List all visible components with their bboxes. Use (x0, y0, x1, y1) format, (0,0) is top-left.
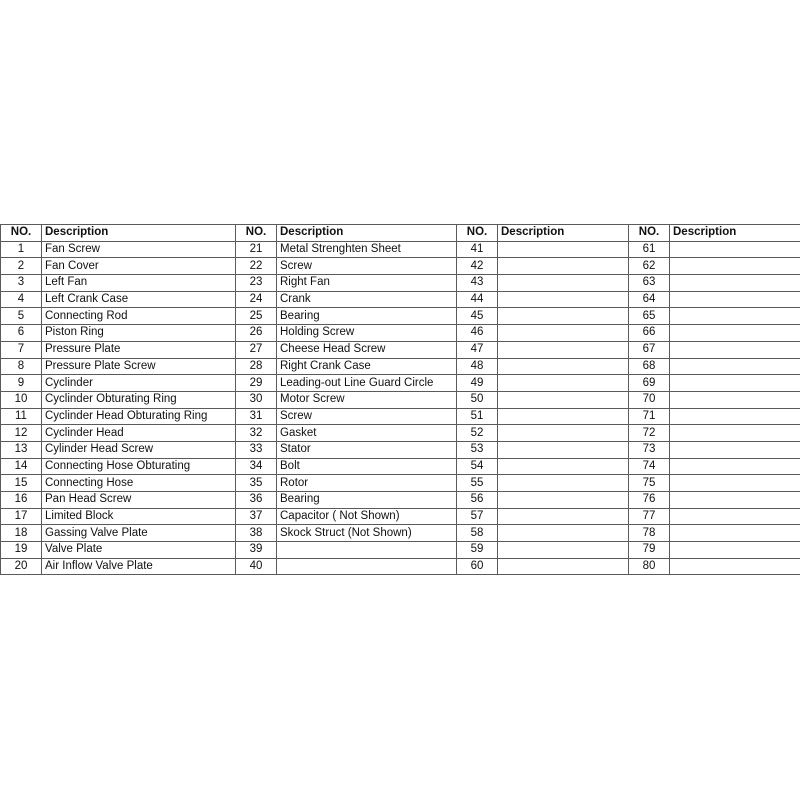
part-number-cell: 32 (236, 425, 277, 442)
part-description-cell (498, 441, 629, 458)
part-number-cell: 4 (1, 291, 42, 308)
part-description-cell (670, 475, 800, 492)
header-description: Description (277, 225, 457, 242)
part-number-cell: 70 (629, 391, 670, 408)
part-description-cell (670, 408, 800, 425)
part-number-cell: 38 (236, 525, 277, 542)
table-header (1, 225, 800, 242)
part-number-cell: 47 (457, 341, 498, 358)
part-description-cell (670, 525, 800, 542)
part-description-cell (498, 258, 629, 275)
part-number-cell: 73 (629, 441, 670, 458)
part-description-cell (498, 358, 629, 375)
part-description-cell (498, 425, 629, 442)
part-description-cell (670, 425, 800, 442)
part-number-cell: 11 (1, 408, 42, 425)
part-number-cell: 13 (1, 441, 42, 458)
part-description-cell: Connecting Hose (42, 475, 236, 492)
part-number-cell: 52 (457, 425, 498, 442)
part-description-cell: Limited Block (42, 508, 236, 525)
part-number-cell: 1 (1, 241, 42, 258)
part-number-cell: 23 (236, 275, 277, 292)
part-description-cell (670, 341, 800, 358)
table-row (1, 308, 800, 325)
table-row (1, 508, 800, 525)
part-description-cell (670, 358, 800, 375)
table-row (1, 341, 800, 358)
part-number-cell: 33 (236, 441, 277, 458)
part-number-cell: 21 (236, 241, 277, 258)
part-number-cell: 66 (629, 325, 670, 342)
part-number-cell: 43 (457, 275, 498, 292)
header-no: NO. (629, 225, 670, 242)
part-description-cell (670, 458, 800, 475)
table-row (1, 525, 800, 542)
part-description-cell: Crank (277, 291, 457, 308)
part-number-cell: 5 (1, 308, 42, 325)
part-description-cell: Capacitor ( Not Shown) (277, 508, 457, 525)
part-number-cell: 34 (236, 458, 277, 475)
part-number-cell: 58 (457, 525, 498, 542)
part-description-cell: Leading-out Line Guard Circle (277, 375, 457, 392)
part-number-cell: 44 (457, 291, 498, 308)
part-number-cell: 36 (236, 492, 277, 509)
part-description-cell: Stator (277, 441, 457, 458)
table-row (1, 358, 800, 375)
part-number-cell: 12 (1, 425, 42, 442)
table-row (1, 241, 800, 258)
part-number-cell: 60 (457, 558, 498, 575)
part-description-cell (498, 341, 629, 358)
part-description-cell: Pressure Plate Screw (42, 358, 236, 375)
part-number-cell: 48 (457, 358, 498, 375)
part-description-cell: Air Inflow Valve Plate (42, 558, 236, 575)
part-description-cell (498, 458, 629, 475)
part-number-cell: 42 (457, 258, 498, 275)
part-number-cell: 26 (236, 325, 277, 342)
part-number-cell: 30 (236, 391, 277, 408)
part-description-cell (670, 291, 800, 308)
part-description-cell: Cyclinder Obturating Ring (42, 391, 236, 408)
part-number-cell: 54 (457, 458, 498, 475)
part-description-cell (277, 558, 457, 575)
header-description: Description (498, 225, 629, 242)
part-number-cell: 27 (236, 341, 277, 358)
part-number-cell: 65 (629, 308, 670, 325)
part-description-cell: Connecting Hose Obturating (42, 458, 236, 475)
part-number-cell: 15 (1, 475, 42, 492)
part-description-cell (670, 492, 800, 509)
part-description-cell (498, 525, 629, 542)
part-description-cell (498, 558, 629, 575)
part-description-cell: Bolt (277, 458, 457, 475)
part-number-cell: 29 (236, 375, 277, 392)
part-description-cell: Bearing (277, 492, 457, 509)
part-description-cell (498, 475, 629, 492)
part-description-cell: Left Fan (42, 275, 236, 292)
part-number-cell: 39 (236, 542, 277, 559)
part-number-cell: 56 (457, 492, 498, 509)
part-number-cell: 75 (629, 475, 670, 492)
part-description-cell (277, 542, 457, 559)
part-description-cell (670, 558, 800, 575)
part-description-cell (670, 325, 800, 342)
part-number-cell: 31 (236, 408, 277, 425)
part-description-cell (670, 441, 800, 458)
part-number-cell: 63 (629, 275, 670, 292)
part-number-cell: 51 (457, 408, 498, 425)
header-description: Description (670, 225, 800, 242)
part-number-cell: 3 (1, 275, 42, 292)
table-row (1, 275, 800, 292)
part-number-cell: 24 (236, 291, 277, 308)
part-description-cell: Metal Strenghten Sheet (277, 241, 457, 258)
part-number-cell: 59 (457, 542, 498, 559)
parts-table (0, 224, 800, 575)
part-description-cell (498, 291, 629, 308)
part-description-cell (670, 275, 800, 292)
header-description: Description (42, 225, 236, 242)
part-description-cell (498, 508, 629, 525)
part-number-cell: 62 (629, 258, 670, 275)
part-number-cell: 14 (1, 458, 42, 475)
part-description-cell (670, 391, 800, 408)
table-row (1, 542, 800, 559)
table-row (1, 458, 800, 475)
part-description-cell: Gasket (277, 425, 457, 442)
part-number-cell: 22 (236, 258, 277, 275)
part-description-cell: Piston Ring (42, 325, 236, 342)
part-description-cell: Bearing (277, 308, 457, 325)
part-number-cell: 2 (1, 258, 42, 275)
part-number-cell: 50 (457, 391, 498, 408)
part-number-cell: 57 (457, 508, 498, 525)
part-number-cell: 20 (1, 558, 42, 575)
part-number-cell: 77 (629, 508, 670, 525)
part-description-cell: Pan Head Screw (42, 492, 236, 509)
part-number-cell: 74 (629, 458, 670, 475)
part-number-cell: 72 (629, 425, 670, 442)
header-no: NO. (457, 225, 498, 242)
part-number-cell: 6 (1, 325, 42, 342)
part-description-cell (498, 325, 629, 342)
table-row (1, 391, 800, 408)
part-description-cell (670, 241, 800, 258)
part-number-cell: 53 (457, 441, 498, 458)
part-number-cell: 19 (1, 542, 42, 559)
part-description-cell: Cyclinder Head (42, 425, 236, 442)
part-description-cell (498, 275, 629, 292)
part-description-cell: Right Crank Case (277, 358, 457, 375)
table-row (1, 258, 800, 275)
part-number-cell: 28 (236, 358, 277, 375)
part-number-cell: 40 (236, 558, 277, 575)
part-description-cell (498, 492, 629, 509)
part-description-cell: Screw (277, 408, 457, 425)
table-row (1, 492, 800, 509)
part-number-cell: 8 (1, 358, 42, 375)
part-number-cell: 78 (629, 525, 670, 542)
part-number-cell: 79 (629, 542, 670, 559)
part-number-cell: 41 (457, 241, 498, 258)
part-description-cell: Skock Struct (Not Shown) (277, 525, 457, 542)
part-number-cell: 64 (629, 291, 670, 308)
part-number-cell: 7 (1, 341, 42, 358)
part-number-cell: 67 (629, 341, 670, 358)
part-number-cell: 37 (236, 508, 277, 525)
part-number-cell: 9 (1, 375, 42, 392)
part-description-cell (498, 241, 629, 258)
header-no: NO. (236, 225, 277, 242)
part-description-cell: Screw (277, 258, 457, 275)
part-description-cell (498, 542, 629, 559)
table-row (1, 558, 800, 575)
part-number-cell: 49 (457, 375, 498, 392)
part-number-cell: 18 (1, 525, 42, 542)
part-number-cell: 76 (629, 492, 670, 509)
part-number-cell: 16 (1, 492, 42, 509)
part-description-cell: Cyclinder Head Obturating Ring (42, 408, 236, 425)
part-description-cell (670, 542, 800, 559)
part-description-cell (670, 508, 800, 525)
part-description-cell: Valve Plate (42, 542, 236, 559)
table-row (1, 441, 800, 458)
part-number-cell: 35 (236, 475, 277, 492)
part-number-cell: 10 (1, 391, 42, 408)
table-body (1, 241, 800, 575)
part-number-cell: 46 (457, 325, 498, 342)
part-description-cell: Rotor (277, 475, 457, 492)
part-number-cell: 69 (629, 375, 670, 392)
part-description-cell (670, 258, 800, 275)
part-number-cell: 55 (457, 475, 498, 492)
part-description-cell: Pressure Plate (42, 341, 236, 358)
table-row (1, 291, 800, 308)
part-description-cell: Left Crank Case (42, 291, 236, 308)
part-description-cell: Gassing Valve Plate (42, 525, 236, 542)
part-description-cell: Fan Cover (42, 258, 236, 275)
part-description-cell: Connecting Rod (42, 308, 236, 325)
part-description-cell: Cheese Head Screw (277, 341, 457, 358)
part-number-cell: 17 (1, 508, 42, 525)
part-number-cell: 71 (629, 408, 670, 425)
part-description-cell: Holding Screw (277, 325, 457, 342)
part-description-cell: Fan Screw (42, 241, 236, 258)
header-row (1, 225, 800, 242)
table-row (1, 375, 800, 392)
table-row (1, 325, 800, 342)
part-description-cell (498, 375, 629, 392)
header-no: NO. (1, 225, 42, 242)
table-row (1, 475, 800, 492)
part-description-cell (670, 308, 800, 325)
part-number-cell: 45 (457, 308, 498, 325)
part-number-cell: 68 (629, 358, 670, 375)
part-number-cell: 61 (629, 241, 670, 258)
table-row (1, 425, 800, 442)
part-description-cell (498, 391, 629, 408)
part-description-cell: Motor Screw (277, 391, 457, 408)
part-description-cell (498, 308, 629, 325)
part-description-cell (670, 375, 800, 392)
part-description-cell: Right Fan (277, 275, 457, 292)
table-row (1, 408, 800, 425)
part-description-cell (498, 408, 629, 425)
part-description-cell: Cylinder Head Screw (42, 441, 236, 458)
part-number-cell: 25 (236, 308, 277, 325)
part-number-cell: 80 (629, 558, 670, 575)
part-description-cell: Cyclinder (42, 375, 236, 392)
